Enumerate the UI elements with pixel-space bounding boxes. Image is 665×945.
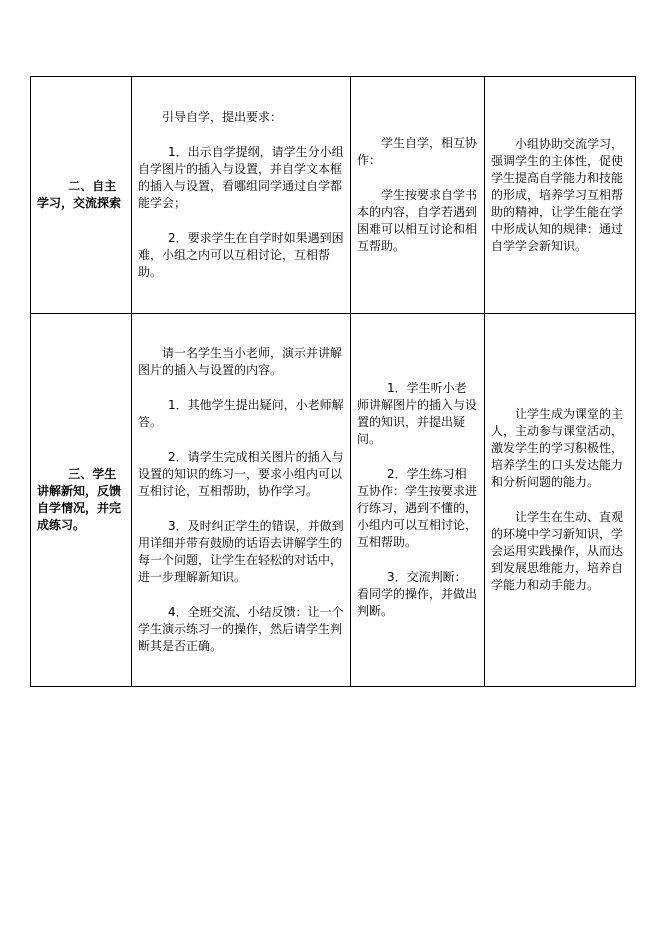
teacher-text: 3．及时纠正学生的错误，并做到用详细并带有鼓励的话语去讲解学生的每一个问题，让学生在轻松的对话中，进一步理解新知识。 xyxy=(138,519,344,584)
student-activity-cell xyxy=(351,77,485,314)
stage-label: 三、学生讲解新知，反馈自学情况，并完成练习。 xyxy=(37,467,122,532)
stage-cell xyxy=(31,314,132,687)
student-text: 3．交流判断：看同学的操作，并做出判断。 xyxy=(357,570,478,618)
student-text: 学生自学，相互协作： xyxy=(357,136,478,167)
teacher-activity-cell xyxy=(132,314,351,687)
design-intent-cell xyxy=(485,77,636,314)
table-row xyxy=(31,77,636,314)
intent-text: 让学生成为课堂的主人，主动参与课堂活动，激发学生的学习积极性，培养学生的口头发达能力和分析问题的能力。 xyxy=(491,407,624,489)
lesson-plan-table xyxy=(30,76,636,687)
student-text: 1．学生听小老师讲解图片的插入与设置的知识，并提出疑问。 xyxy=(357,381,478,446)
stage-label: 二、自主学习，交流探索 xyxy=(37,179,122,210)
stage-cell xyxy=(31,77,132,314)
teacher-text: 引导自学，提出要求： xyxy=(162,110,283,124)
teacher-text: 2．请学生完成相关图片的插入与设置的知识的练习一，要求小组内可以互相讨论，互相帮助，协作学习。 xyxy=(138,450,344,498)
table-row xyxy=(31,314,636,687)
teacher-activity-cell xyxy=(132,77,351,314)
teacher-text: 1．出示自学提纲，请学生分小组自学图片的插入与设置，并自学文本框的插入与设置，看哪组同学通过自学都能学会； xyxy=(138,145,344,210)
student-text: 学生按要求自学书本的内容，自学若遇到困难可以相互讨论和相互帮助。 xyxy=(357,188,478,253)
intent-text: 小组协助交流学习，强调学生的主体性，促使学生提高自学能力和技能的形成，培养学习互相帮助的精神，让学生能在学中形成认知的规律：通过自学学会新知识。 xyxy=(491,136,624,253)
student-activity-cell xyxy=(351,314,485,687)
student-text: 2．学生练习相互协作：学生按要求进行练习，遇到不懂的，小组内可以互相讨论，互相帮助。 xyxy=(357,467,478,549)
design-intent-cell xyxy=(485,314,636,687)
teacher-text: 1．其他学生提出疑问，小老师解答。 xyxy=(138,398,344,429)
teacher-text: 2．要求学生在自学时如果遇到困难，小组之内可以互相讨论，互相帮助。 xyxy=(138,231,344,279)
teacher-text: 4．全班交流、小结反馈：让一个学生演示练习一的操作，然后请学生判断其是否正确。 xyxy=(138,605,344,653)
intent-text: 让学生在生动、直观的环境中学习新知识，学会运用实践操作，从而达到发展思维能力，培养自学能力和动手能力。 xyxy=(491,510,624,592)
teacher-text: 请一名学生当小老师，演示并讲解图片的插入与设置的内容。 xyxy=(138,346,343,377)
